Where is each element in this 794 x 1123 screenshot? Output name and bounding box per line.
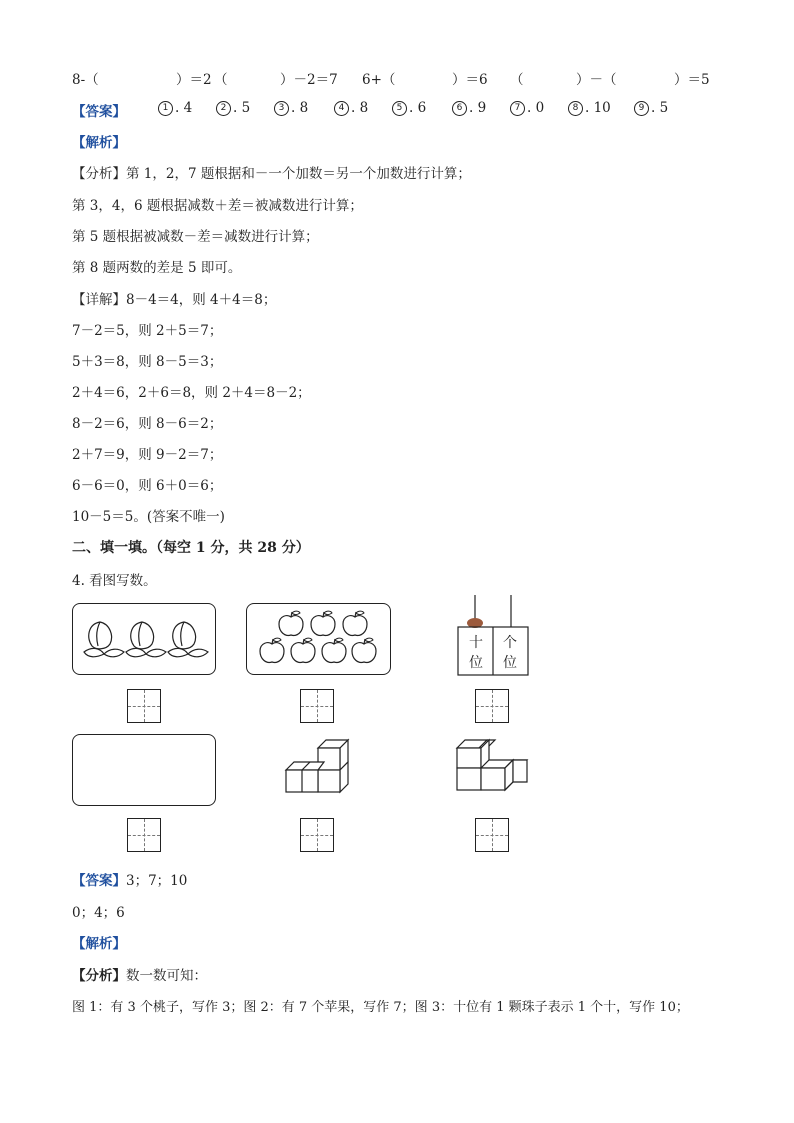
- analysis-line: 第 5 题根据被减数－差＝减数进行计算；: [72, 229, 319, 245]
- answer-grid-1[interactable]: [127, 689, 161, 723]
- analysis-line: 第 8 题两数的差是 5 即可。: [72, 260, 242, 276]
- answer-item: 7 . 0: [510, 100, 544, 116]
- answer-grid-4[interactable]: [127, 818, 161, 852]
- cubes-6-illustration: [455, 736, 531, 804]
- answer-line: 【答案】3；7；10: [72, 873, 188, 889]
- answer-item: 4 . 8: [334, 100, 368, 116]
- eq-text: ）＝5: [674, 72, 710, 88]
- equation-row: [72, 68, 732, 86]
- analysis-line: 【分析】第 1，2，7 题根据和－一个加数＝另一个加数进行计算；: [72, 166, 471, 182]
- apples-illustration: [246, 603, 389, 673]
- detail-line: 2＋7＝9，则 9－2＝7；: [72, 447, 223, 463]
- peach-icon: [126, 622, 166, 657]
- eq-text: （: [214, 72, 228, 88]
- answer-label: 【答案】: [72, 104, 126, 120]
- detail-line: 6－6＝0，则 6＋0＝6；: [72, 478, 223, 494]
- detail-line: 8－2＝6，则 8－6＝2；: [72, 416, 223, 432]
- peach-icon: [168, 622, 208, 657]
- empty-box: [72, 734, 216, 806]
- answer-item: 1 . 4: [158, 100, 192, 116]
- eq-text: ）－（: [576, 72, 617, 88]
- detail-line: 7－2＝5，则 2＋5＝7；: [72, 323, 223, 339]
- eq-text: ）＝6: [452, 72, 488, 88]
- jiexi-label: 【解析】: [72, 135, 126, 151]
- ones-label: 个 位: [503, 635, 517, 671]
- answer-grid-6[interactable]: [475, 818, 509, 852]
- answer-grid-5[interactable]: [300, 818, 334, 852]
- detail-line: 10－5＝5。(答案不唯一): [72, 509, 225, 525]
- answer-item: 3 . 8: [274, 100, 308, 116]
- apple-icon: [343, 611, 367, 635]
- detail-line: 2＋4＝6，2＋6＝8，则 2＋4＝8－2；: [72, 385, 311, 401]
- peaches-illustration: [80, 618, 210, 662]
- apple-icon: [311, 611, 335, 635]
- eq-text: 8-（: [72, 72, 99, 88]
- detail-line: 【详解】8－4＝4，则 4＋4＝8；: [72, 292, 277, 308]
- analysis-line: 第 3，4，6 题根据减数＋差＝被减数进行计算；: [72, 198, 363, 214]
- tens-label: 十 位: [469, 635, 483, 671]
- answer-item: 9 . 5: [634, 100, 668, 116]
- apple-icon: [322, 638, 346, 662]
- section-heading: 二、填一填。（每空 1 分，共 28 分）: [72, 540, 310, 556]
- eq-text: ）－2＝7: [280, 72, 338, 88]
- apple-icon: [291, 638, 315, 662]
- answer-item: 8 . 10: [568, 100, 611, 116]
- eq-text: （: [510, 72, 524, 88]
- answer-line: 0；4；6: [72, 905, 125, 921]
- answer-grid-2[interactable]: [300, 689, 334, 723]
- answer-item: 2 . 5: [216, 100, 250, 116]
- eq-text: ）＝2: [176, 72, 212, 88]
- detail-line: 5＋3＝8，则 8－5＝3；: [72, 354, 223, 370]
- answer-item: 5 . 6: [392, 100, 426, 116]
- answer-item: 6 . 9: [452, 100, 486, 116]
- eq-text: 6+（: [362, 72, 396, 88]
- apple-icon: [279, 611, 303, 635]
- analysis-line: 【分析】数一数可知：: [72, 968, 207, 984]
- jiexi-label: 【解析】: [72, 936, 126, 952]
- question-title: 4. 看图写数。: [72, 573, 157, 589]
- apple-icon: [352, 638, 376, 662]
- answer-row: [72, 100, 712, 118]
- answer-label: 【答案】: [72, 873, 126, 889]
- detail-line: 图 1：有 3 个桃子，写作 3；图 2：有 7 个苹果，写作 7；图 3：十位有 1 颗珠子表示 1 个十，写作 10；: [72, 1000, 689, 1015]
- answer-grid-3[interactable]: [475, 689, 509, 723]
- peach-icon: [84, 622, 124, 657]
- apple-icon: [260, 638, 284, 662]
- cubes-4-illustration: [284, 738, 354, 804]
